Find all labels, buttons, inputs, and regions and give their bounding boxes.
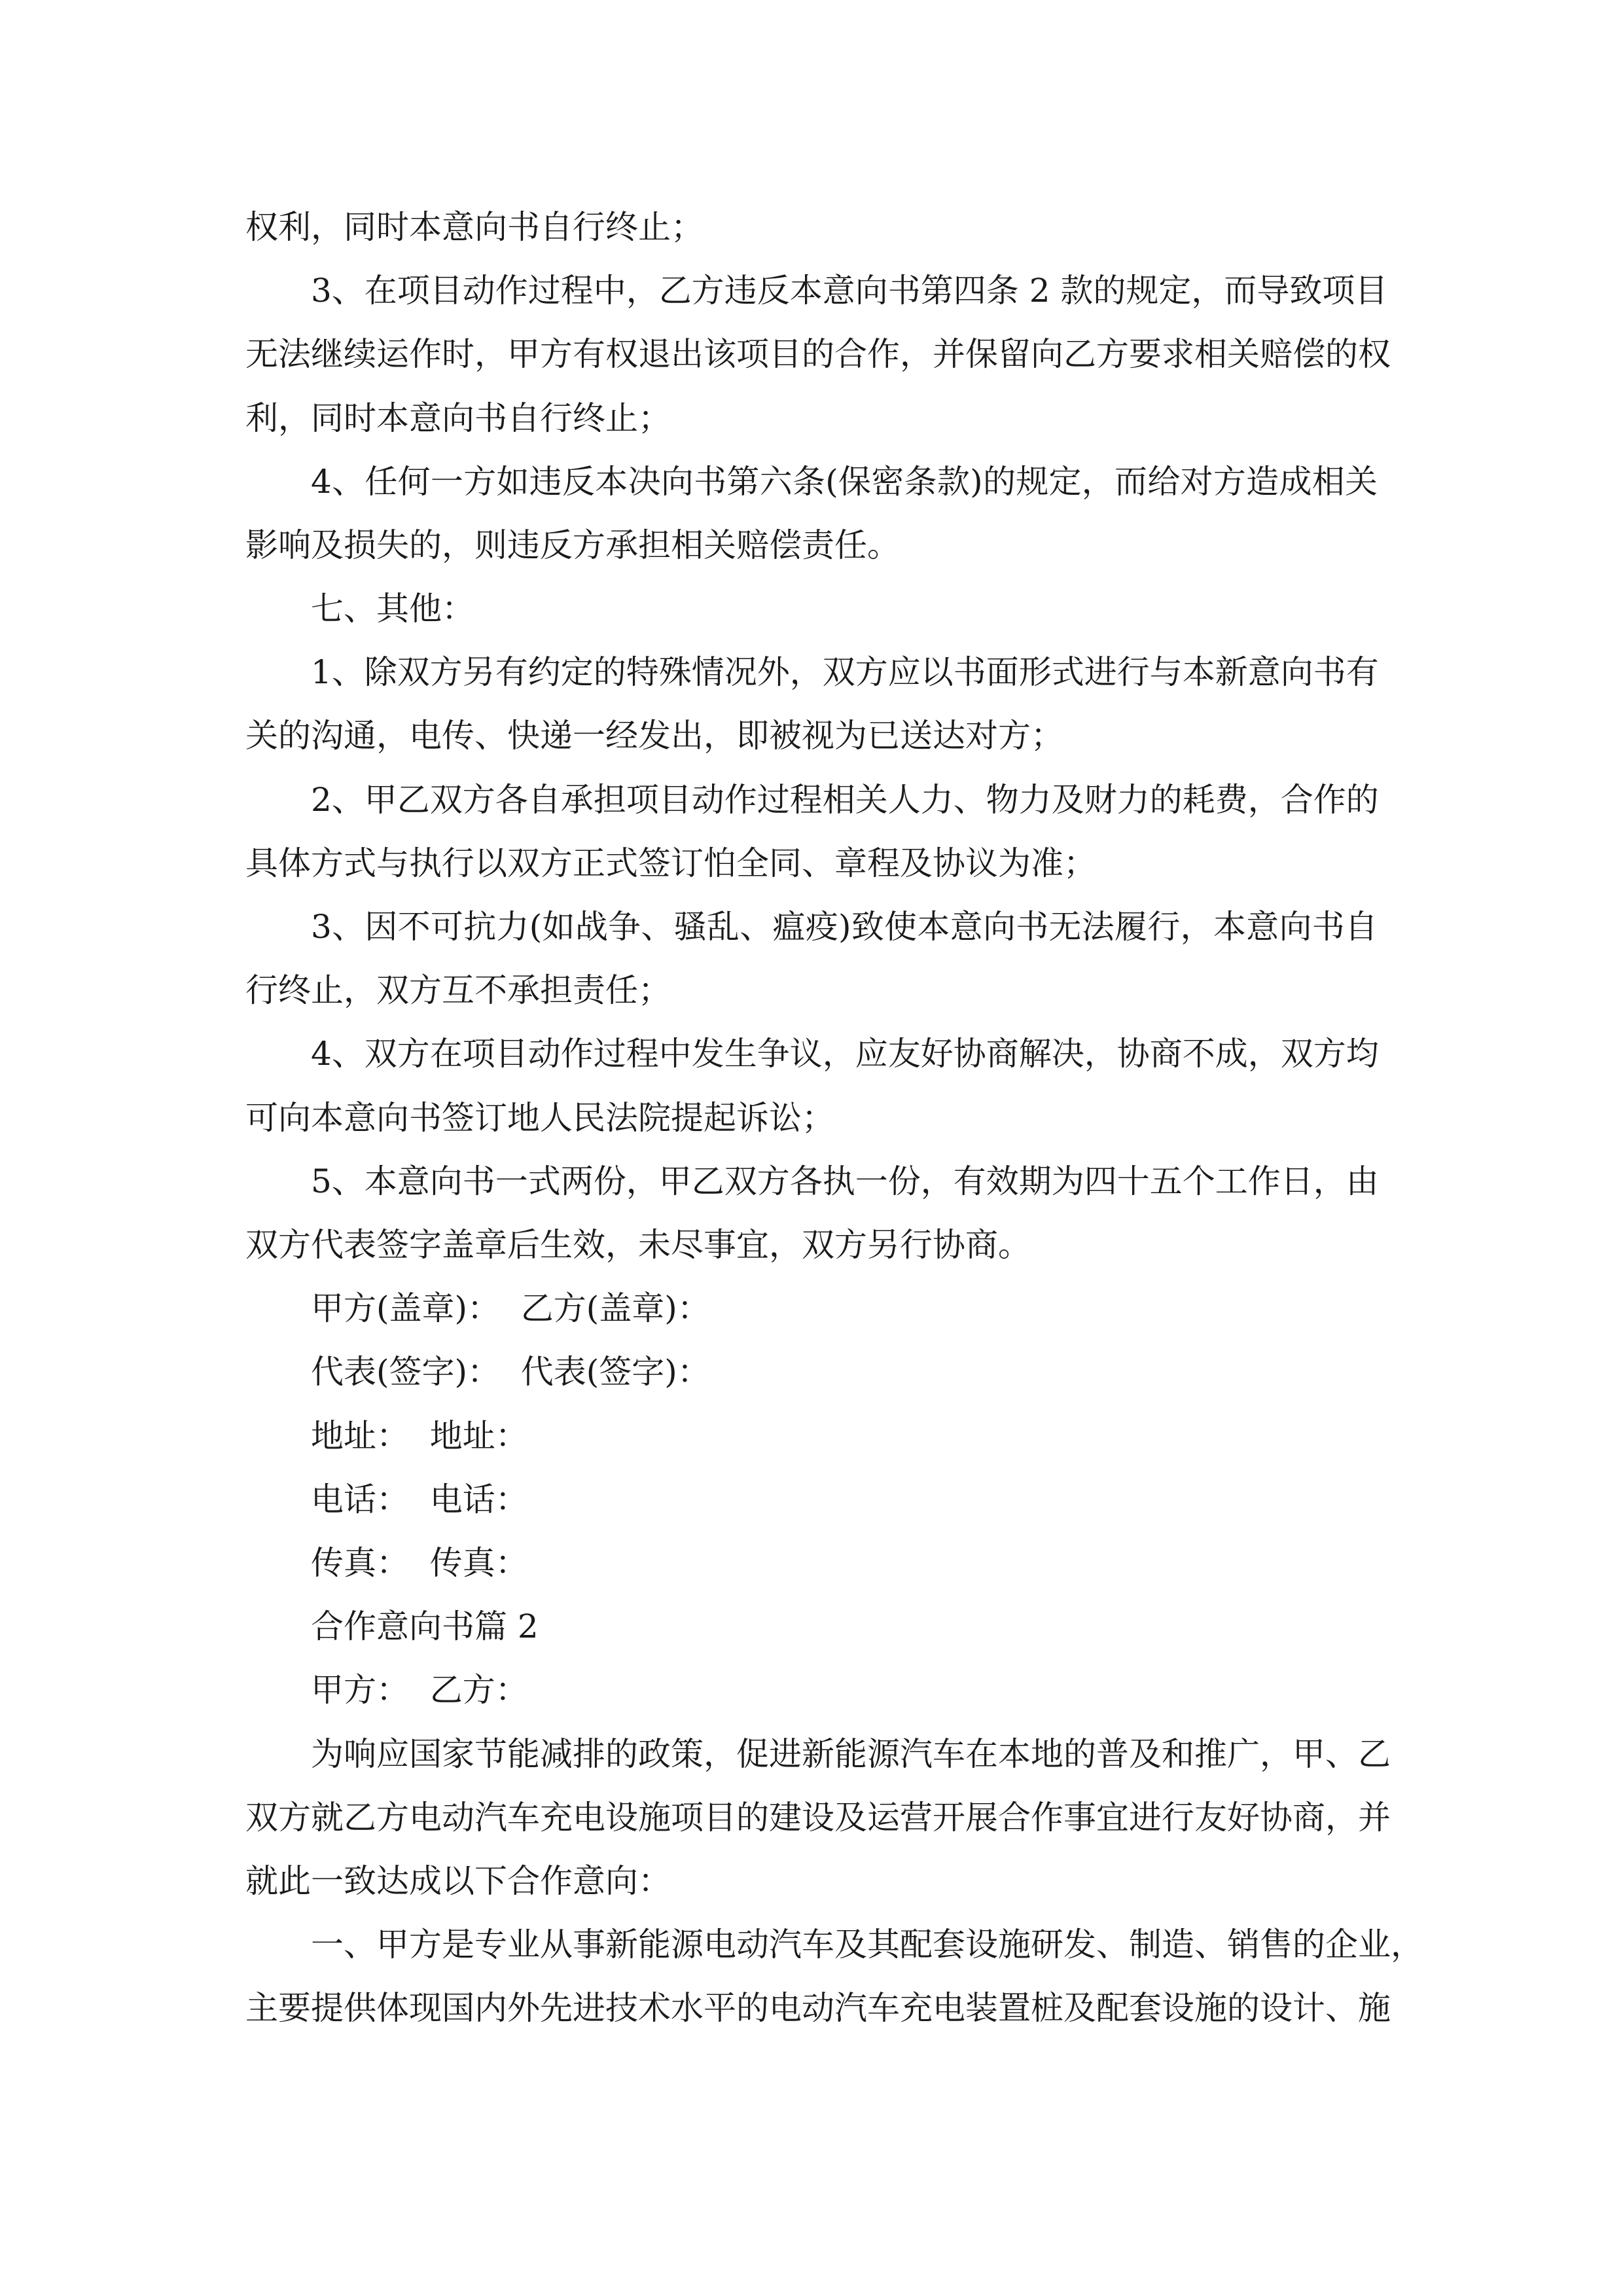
signature-field-representative: 代表(签字)： 代表(签字)： bbox=[311, 1353, 710, 1391]
signature-field-address: 地址： 地址： bbox=[311, 1417, 528, 1455]
text-line: 一、甲方是专业从事新能源电动汽车及其配套设施研发、制造、销售的企业， bbox=[311, 1926, 1423, 1964]
text-line: 利，同时本意向书自行终止； bbox=[245, 399, 671, 437]
text-line: 双方就乙方电动汽车充电设施项目的建设及运营开展合作事宜进行友好协商，并 bbox=[245, 1799, 1391, 1837]
text-line: 为响应国家节能减排的政策，促进新能源汽车在本地的普及和推广，甲、乙 bbox=[311, 1735, 1391, 1773]
party-line: 甲方： 乙方： bbox=[311, 1671, 528, 1709]
text-line: 具体方式与执行以双方正式签订怕全同、章程及协议为准； bbox=[245, 844, 1096, 882]
text-line: 主要提供体现国内外先进技术水平的电动汽车充电装置桩及配套设施的设计、施 bbox=[245, 1989, 1391, 2027]
text-line: 4、双方在项目动作过程中发生争议，应友好协商解决，协商不成，双方均 bbox=[311, 1035, 1379, 1073]
text-line: 3、因不可抗力(如战争、骚乱、瘟疫)致使本意向书无法履行，本意向书自 bbox=[311, 908, 1378, 946]
text-line: 影响及损失的，则违反方承担相关赔偿责任。 bbox=[245, 526, 900, 564]
text-line: 1、除双方另有约定的特殊情况外，双方应以书面形式进行与本新意向书有 bbox=[311, 653, 1379, 691]
text-line: 3、在项目动作过程中，乙方违反本意向书第四条 2 款的规定，而导致项目 bbox=[311, 272, 1388, 310]
signature-field-phone: 电话： 电话： bbox=[311, 1480, 528, 1518]
text-line: 可向本意向书签订地人民法院提起诉讼； bbox=[245, 1099, 834, 1137]
section-title: 合作意向书篇 2 bbox=[311, 1607, 539, 1645]
signature-field-fax: 传真： 传真： bbox=[311, 1544, 528, 1582]
text-line: 5、本意向书一式两份，甲乙双方各执一份，有效期为四十五个工作日，由 bbox=[311, 1162, 1379, 1200]
text-line: 4、任何一方如违反本决向书第六条(保密条款)的规定，而给对方造成相关 bbox=[311, 463, 1378, 501]
text-line: 2、甲乙双方各自承担项目动作过程相关人力、物力及财力的耗费，合作的 bbox=[311, 781, 1379, 819]
text-line: 行终止，双方互不承担责任； bbox=[245, 971, 671, 1009]
text-line: 关的沟通，电传、快递一经发出，即被视为已送达对方； bbox=[245, 717, 1063, 755]
text-line: 双方代表签字盖章后生效，未尽事宜，双方另行协商。 bbox=[245, 1226, 1031, 1264]
signature-field-seal: 甲方(盖章)： 乙方(盖章)： bbox=[311, 1289, 710, 1327]
section-heading: 七、其他： bbox=[311, 590, 474, 628]
text-line: 就此一致达成以下合作意向： bbox=[245, 1862, 671, 1900]
text-line: 无法继续运作时，甲方有权退出该项目的合作，并保留向乙方要求相关赔偿的权 bbox=[245, 335, 1391, 373]
text-line: 权利，同时本意向书自行终止； bbox=[245, 208, 704, 246]
